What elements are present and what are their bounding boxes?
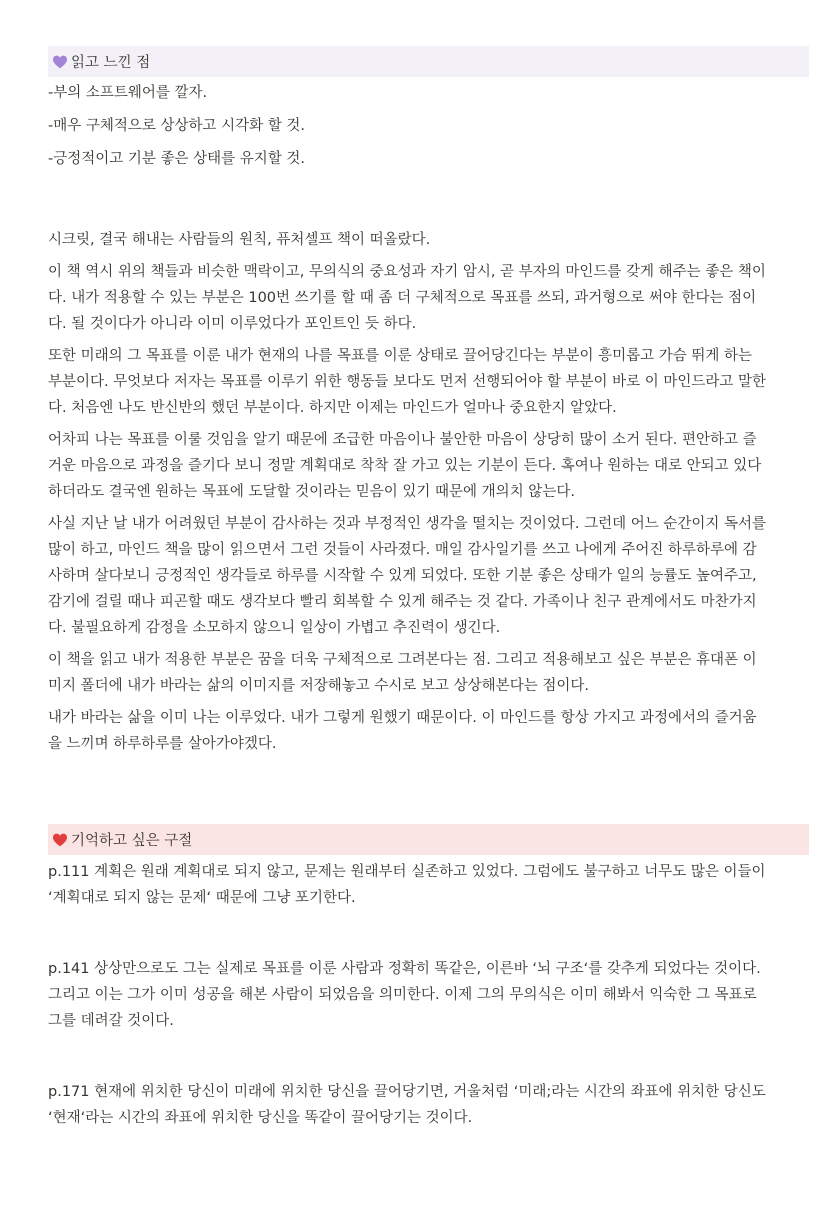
red-heart-icon: [52, 832, 68, 848]
paragraph: 또한 미래의 그 목표를 이룬 내가 현재의 나를 목표를 이룬 상태로 끌어당긴다는 부분이 흥미롭고 가슴 뛰게 하는 부분이다. 무엇보다 저자는 목표를 이루기 위한 행동들 보다도 먼저 선행되어야 할 부분이 바로 이 마인드라고 말한다. 처음엔 나도 반신반의 했던 부분이다. 하지만 이제는 마인드가 얼마나 중요한지 알았다.: [48, 348, 767, 416]
bullet-list: [48, 83, 769, 169]
bullet-item: -긍정적이고 기분 좋은 상태를 유지할 것.: [48, 151, 305, 167]
paragraph: 시크릿, 결국 해내는 사람들의 원칙, 퓨처셀프 책이 떠올랐다.: [48, 232, 431, 248]
paragraph: 사실 지난 날 내가 어려웠던 부분이 감사하는 것과 부정적인 생각을 떨치는 것이었다. 그런데 어느 순간이지 독서를 많이 하고, 마인드 책을 많이 읽으면서 그런 것들이 사라졌다. 매일 감사일기를 쓰고 나에게 주어진 하루하루에 감사하며 살다보니 긍정적인 생각들로 하루를 시작할 수 있게 되었다. 또한 기분 좋은 상태가 일의 능률도 높여주고, 감기에 걸릴 때나 피곤할 때도 생각보다 빨리 회복할 수 있게 해주는 것 같다. 가족이나 친구 관계에서도 마찬가지다. 불필요하게 감정을 소모하지 않으니 일상이 가볍고 추진력이 생긴다.: [48, 516, 767, 636]
purple-heart-icon: [52, 54, 68, 70]
quote: p.171 현재에 위치한 당신이 미래에 위치한 당신을 끌어당기면, 거울처럼 ‘미래;라는 시간의 좌표에 위치한 당신도 ‘현재‘라는 시간의 좌표에 위치한 당신을 똑같이 끌어당기는 것이다.: [48, 1084, 766, 1126]
section-header-quotes: [48, 824, 809, 855]
quote: p.111 계획은 원래 계획대로 되지 않고, 문제는 원래부터 실존하고 있었다. 그럼에도 불구하고 너무도 많은 이들이 ‘계획대로 되지 않는 문제‘ 때문에 그냥 포기한다.: [48, 864, 766, 906]
bullet-item: -부의 소프트웨어를 깔자.: [48, 85, 208, 101]
bullet-item: -매우 구체적으로 상상하고 시각화 할 것.: [48, 118, 305, 134]
paragraph: 내가 바라는 삶을 이미 나는 이루었다. 내가 그렇게 원했기 때문이다. 이 마인드를 항상 가지고 과정에서의 즐거움을 느끼며 하루하루를 살아가야겠다.: [48, 710, 757, 752]
paragraph: 어차피 나는 목표를 이룰 것임을 알기 때문에 조급한 마음이나 불안한 마음이 상당히 많이 소거 된다. 편안하고 즐거운 마음으로 과정을 즐기다 보니 정말 계획대로 착착 잘 가고 있는 기분이 든다. 혹여나 원하는 대로 안되고 있다 하더라도 결국엔 원하는 목표에 도달할 것이라는 믿음이 있기 때문에 개의치 않는다.: [48, 432, 762, 500]
section-title: 기억하고 싶은 구절: [71, 833, 193, 849]
section-title: 읽고 느낀 점: [71, 55, 151, 71]
paragraph: 이 책을 읽고 내가 적용한 부분은 꿈을 더욱 구체적으로 그려본다는 점. 그리고 적용해보고 싶은 부분은 휴대폰 이미지 폴더에 내가 바라는 삶의 이미지를 저장해놓고 수시로 보고 상상해본다는 점이다.: [48, 652, 757, 694]
section-header-reflections: [48, 46, 809, 77]
paragraph: 이 책 역시 위의 책들과 비슷한 맥락이고, 무의식의 중요성과 자기 암시, 곧 부자의 마인드를 갖게 해주는 좋은 책이다. 내가 적용할 수 있는 부분은 100번 쓰기를 할 때 좀 더 구체적으로 목표를 쓰되, 과거형으로 써야 한다는 점이다. 될 것이다가 아니라 이미 이루었다가 포인트인 듯 하다.: [48, 264, 766, 332]
quote: p.141 상상만으로도 그는 실제로 목표를 이룬 사람과 정확히 똑같은, 이른바 ‘뇌 구조‘를 갖추게 되었다는 것이다. 그리고 이는 그가 이미 성공을 해본 사람이 되었음을 의미한다. 이제 그의 무의식은 이미 해봐서 익숙한 그 목표로 그를 데려갈 것이다.: [48, 961, 761, 1029]
